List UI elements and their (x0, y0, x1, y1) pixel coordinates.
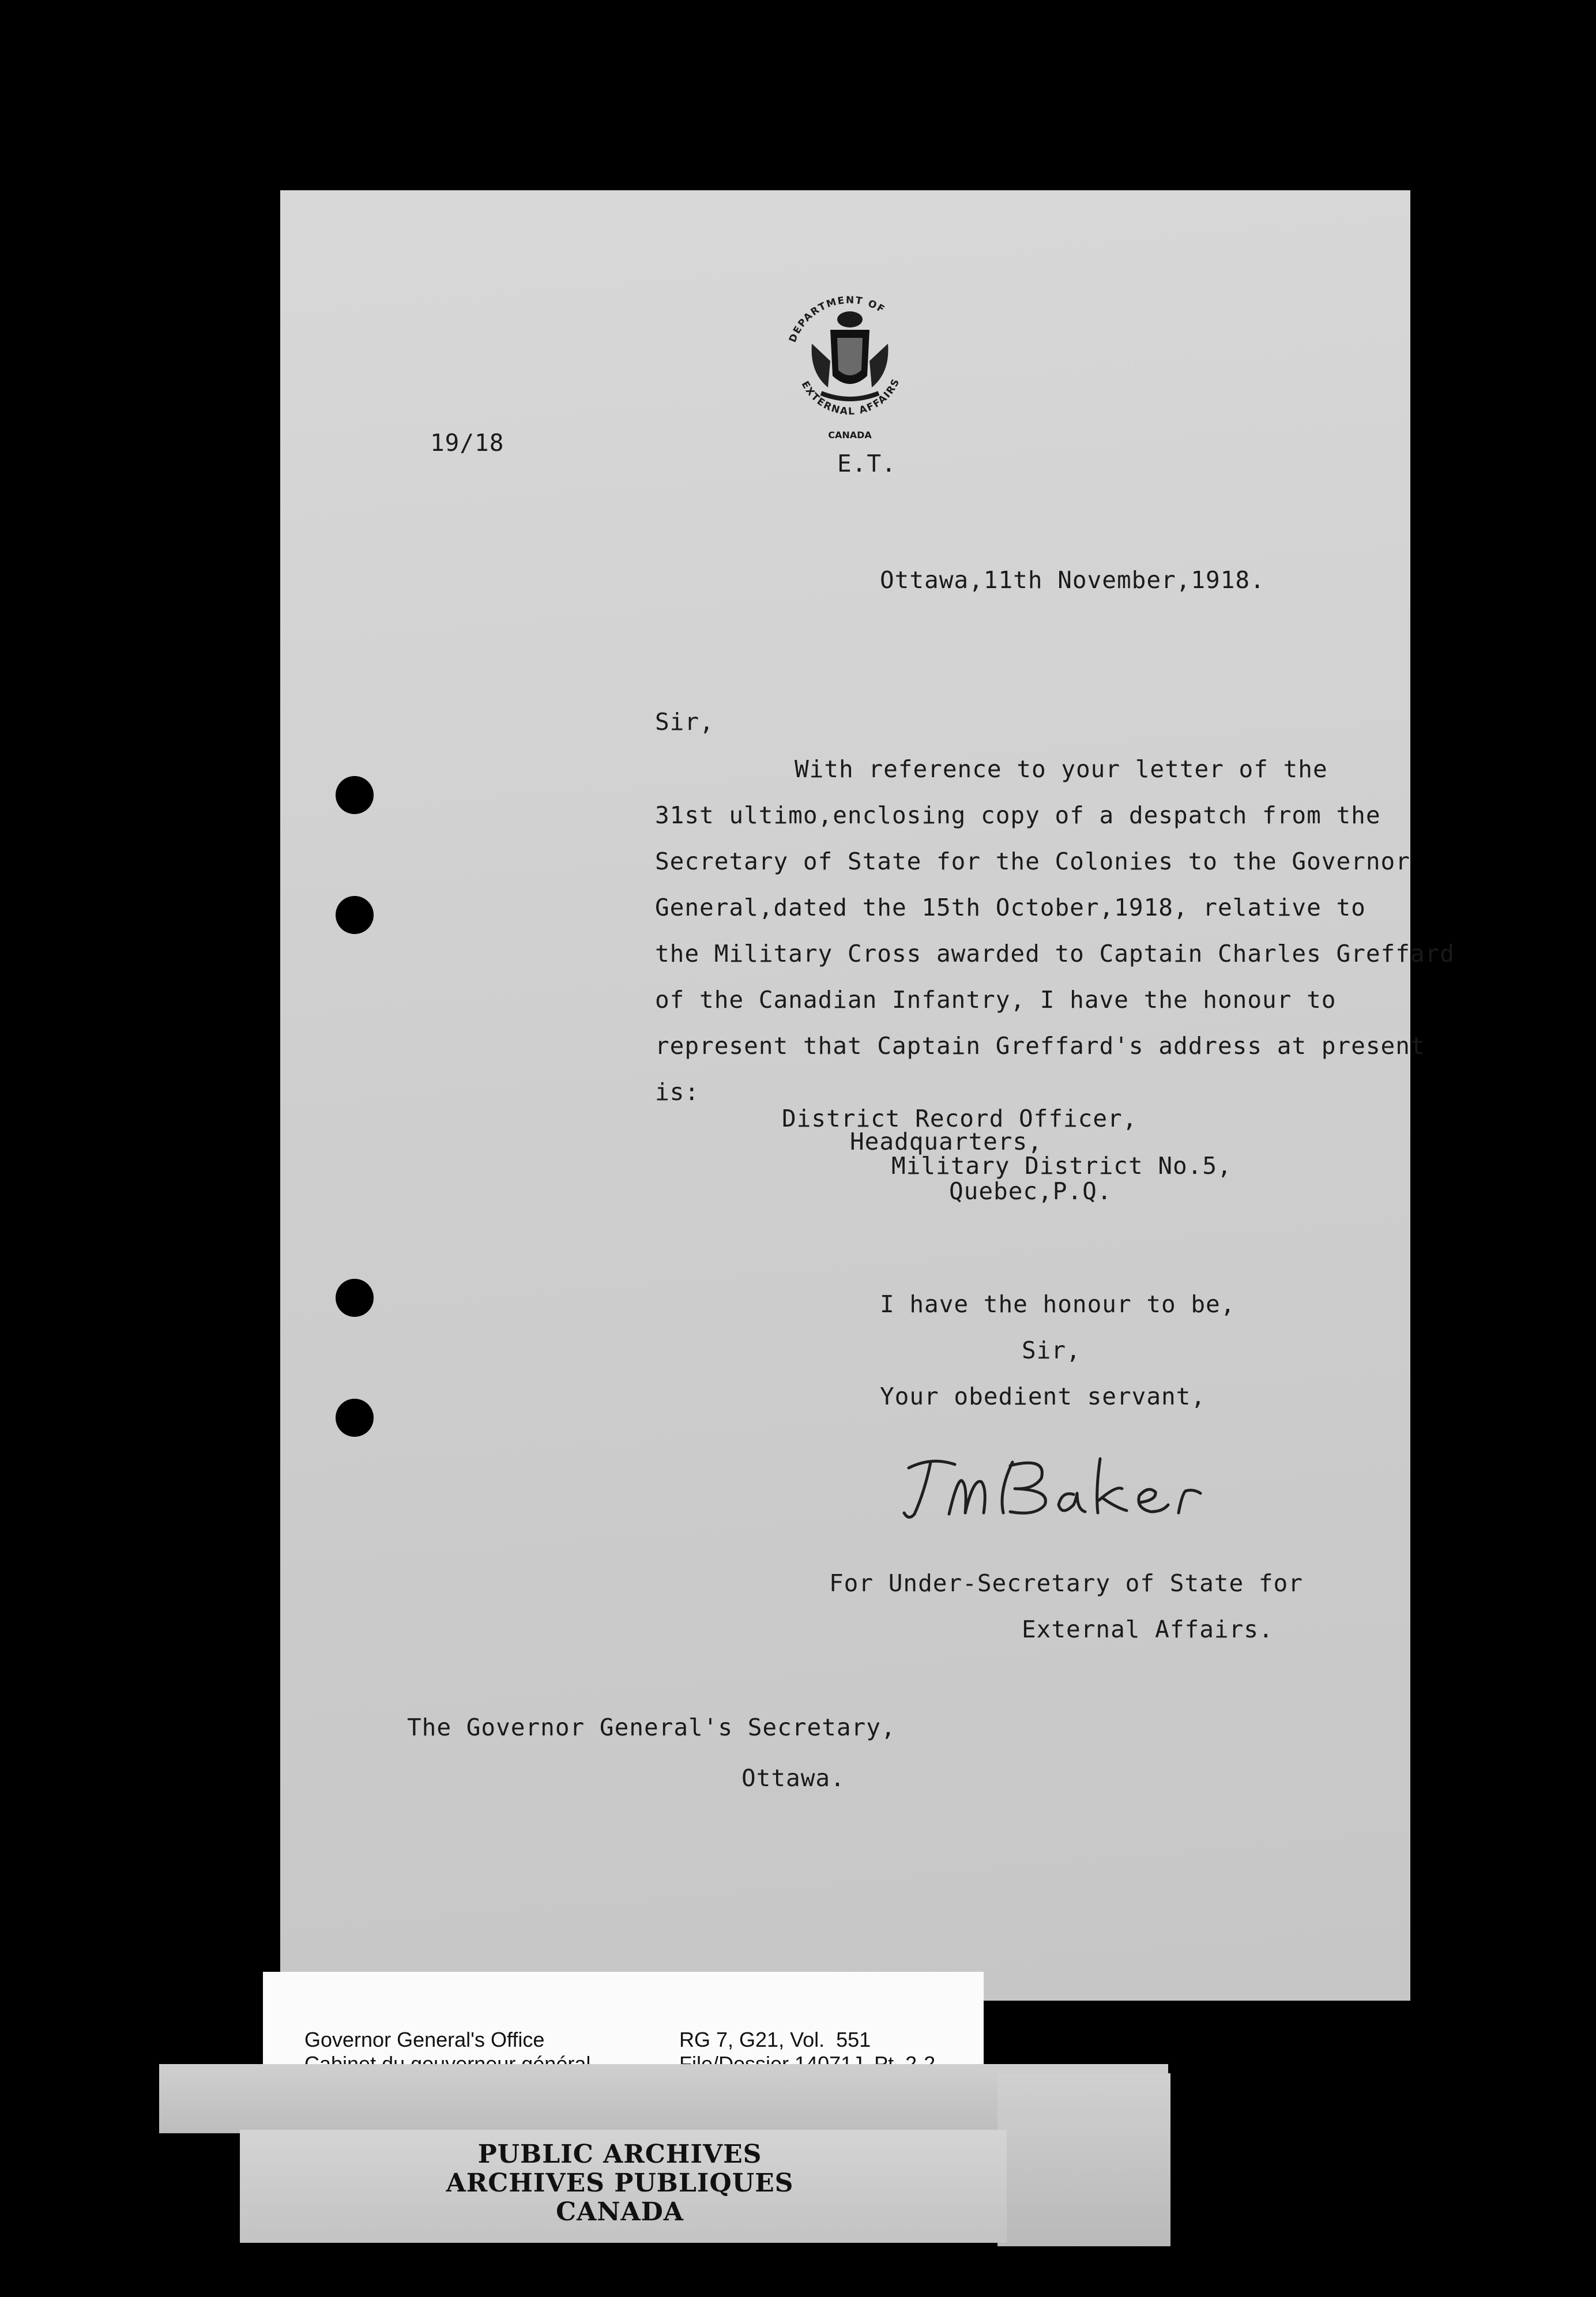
stamp-line: ARCHIVES PUBLIQUES (446, 2168, 794, 2198)
tape-strip (998, 2073, 1170, 2246)
salutation: Sir, (655, 708, 714, 736)
department-seal-logo (775, 274, 925, 447)
handwritten-signature (897, 1445, 1220, 1526)
signatory-line: External Affairs. (1022, 1616, 1274, 1643)
archives-stamp (415, 2140, 825, 2239)
punch-hole (336, 776, 374, 814)
body-line: is: (655, 1078, 700, 1106)
signatory-line: For Under-Secretary of State for (829, 1569, 1303, 1597)
date-line: Ottawa,11th November,1918. (880, 566, 1265, 594)
body-line: General,dated the 15th October,1918, relative to (655, 894, 1366, 921)
svg-text:DEPARTMENT OF: DEPARTMENT OF (786, 294, 887, 344)
stamp-line: CANADA (556, 2197, 684, 2227)
recipient-line: Ottawa. (741, 1764, 845, 1792)
address-line: Quebec,P.Q. (949, 1177, 1112, 1205)
address-line: Military District No.5, (891, 1152, 1232, 1180)
letter-page (280, 190, 1455, 2001)
body-line: of the Canadian Infantry, I have the honour to (655, 986, 1337, 1014)
body-line: represent that Captain Greffard's address at present (655, 1032, 1425, 1060)
address-line: Headquarters, (850, 1128, 1042, 1155)
address-line: District Record Officer, (782, 1105, 1138, 1132)
punch-hole (336, 1399, 374, 1437)
file-number: 19/18 (430, 429, 505, 457)
body-line: 31st ultimo,enclosing copy of a despatch from the (655, 801, 1381, 829)
closing-line: Sir, (1022, 1336, 1081, 1364)
archive-reference: RG 7, G21, Vol. 551 (679, 2028, 871, 2051)
svg-text:EXTERNAL AFFAIRS: EXTERNAL AFFAIRS (799, 376, 902, 418)
stamp-line: PUBLIC ARCHIVES (477, 2140, 762, 2169)
body-line: the Military Cross awarded to Captain Charles Greffard (655, 940, 1455, 967)
seal-code: E.T. (837, 450, 897, 477)
body-line: Secretary of State for the Colonies to the Governor (655, 848, 1410, 875)
closing-line: I have the honour to be, (880, 1290, 1236, 1318)
closing-line: Your obedient servant, (880, 1383, 1206, 1410)
punch-hole (336, 896, 374, 934)
body-line: With reference to your letter of the (795, 755, 1328, 783)
office-english: Governor General's Office (304, 2028, 545, 2051)
recipient-line: The Governor General's Secretary, (407, 1714, 896, 1741)
punch-hole (336, 1279, 374, 1317)
svg-text:CANADA: CANADA (828, 430, 872, 440)
